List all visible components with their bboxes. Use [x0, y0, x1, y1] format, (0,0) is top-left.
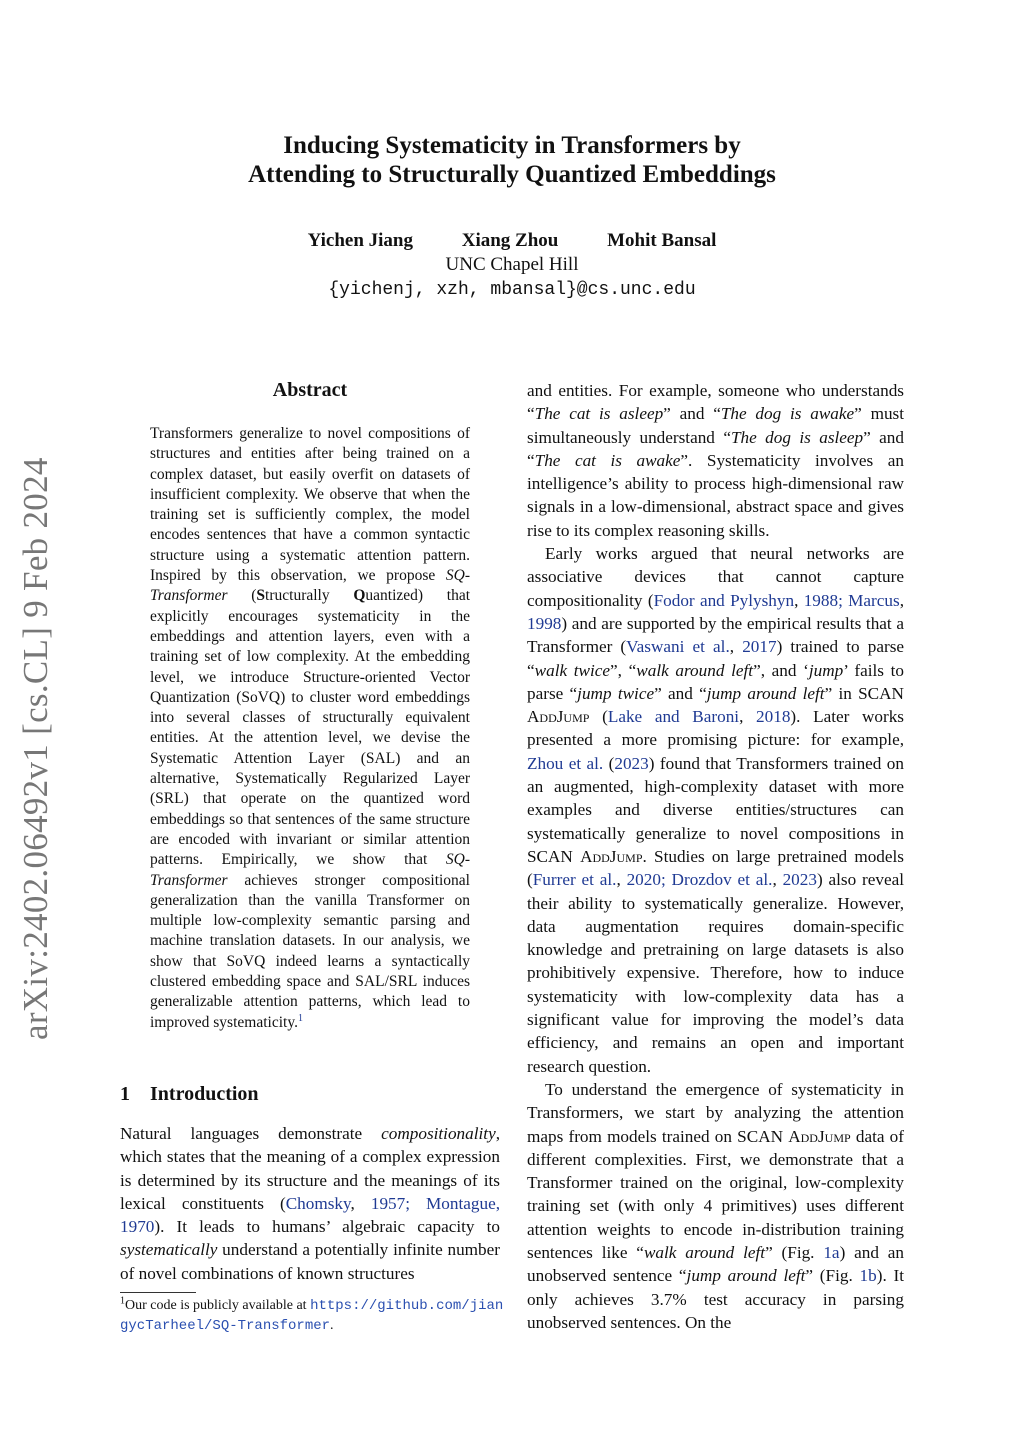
citation-link[interactable]: 2020; Drozdov et al. [626, 870, 773, 890]
title-line-2: Attending to Structurally Quantized Embeddings [248, 161, 776, 188]
author-name: Yichen Jiang [307, 230, 413, 251]
footnote-marker[interactable]: 1 [297, 1012, 303, 1024]
abstract-body: Transformers generalize to novel compositions of structures and entities after being trained on a complex dataset, but easily overfit on datasets of insufficient complexity. We observe that when the training set is sufficiently complex, the model encodes sentences that have a common syntactic structure using a systematic attention pattern. Inspired by this observation, we propose SQ-Transformer (Structurally Quantized) that explicitly encourages systematicity in the embeddings and attention layers, even with a training set of low complexity. At the embedding level, we introduce Structure-oriented Vector Quantization (SoVQ) to cluster word embeddings into several classes of structurally equivalent entities. At the attention level, we devise the Systematic Attention Layer (SAL) and an alternative, Systematically Regularized Layer (SRL) that operate on the quantized word embeddings so that sentences of the same structure are encoded with invariant or similar attention patterns. Empirically, we show that SQ-Transformer achieves stronger compositional generalization than the vanilla Transformer on multiple low-complexity semantic parsing and machine translation datasets. In our analysis, we show that SoVQ indeed learns a syntactically clustered embedding space and SAL/SRL induces generalizable attention patterns, which lead to improved systematicity.$^1$ [150, 425, 471, 1031]
citation-link[interactable]: 1957; Montague, 1970 [120, 1193, 501, 1237]
paragraph: and entities. For example, someone who understands “The cat is asleep” and “The dog is awake” must simultaneously understand “The dog is asleep” and “The cat is awake”. Systematicity involves an intelligence’s ability to process high-dimensional raw signals in a low-dimensional, abstract space and gives rise to its complex reasoning skills. [527, 381, 905, 540]
citation-link[interactable]: Chomsky [285, 1193, 351, 1213]
citation-link[interactable]: 1988; Marcus [803, 590, 900, 610]
author-name: Xiang Zhou [461, 230, 559, 251]
figure-ref-link[interactable]: 1b [859, 1266, 877, 1286]
figure-ref-link[interactable]: 1a [823, 1242, 840, 1262]
citation-link[interactable]: 2023 [614, 753, 649, 773]
citation-link[interactable]: Vaswani et al. [626, 637, 730, 657]
code-url-link[interactable]: https://github.com/jiangycTarheel/SQ-Transformer [120, 1298, 504, 1334]
title-line-1: Inducing Systematicity in Transformers by [283, 132, 741, 159]
affiliation: UNC Chapel Hill [445, 254, 579, 275]
footnote: $^1$Our code is publicly available at https://github.com/jiangycTarheel/SQ-Transformer. [120, 1295, 504, 1334]
citation-link[interactable]: Fodor and Pylyshyn [653, 590, 795, 610]
abstract-heading: Abstract [272, 379, 348, 401]
citation-link[interactable]: Furrer et al. [532, 870, 617, 890]
author-name: Mohit Bansal [607, 230, 717, 251]
citation-link[interactable]: 2023 [782, 870, 817, 890]
right-column-body [527, 379, 904, 1334]
section-heading-introduction: 1 Introduction [120, 1083, 259, 1105]
author-email: {yichenj, xzh, mbansal}@cs.unc.edu [328, 280, 696, 300]
arxiv-identifier: arXiv:2402.06492v1 [cs.CL] 9 Feb 2024 [16, 457, 55, 1040]
citation-link[interactable]: Zhou et al. [527, 753, 604, 773]
citation-link[interactable]: Lake and Baroni [607, 707, 740, 727]
author-list [0, 230, 1024, 252]
intro-paragraph: Natural languages demonstrate compositionality, which states that the meaning of a complex expression is determined by its structure and the meanings of its lexical constituents (Chomsky, 1957; Montague, 1970). It leads to humans’ algebraic capacity to systematically understand a potentially infinite number of novel combinations of known structures [120, 1124, 501, 1283]
paragraph: To understand the emergence of systematicity in Transformers, we start by analyzing the attention maps from models trained on SCAN AddJump data of different complexities. First, we demonstrate that a Transformer trained on the original, low-complexity training set (with only 4 primitives) uses different attention weights to encode in-distribution training sentences like “walk around left” (Fig. 1a) and an unobserved sentence “jump around left” (Fig. 1b). It only achieves 3.7% test accuracy in parsing unobserved sentences. On the [527, 1079, 905, 1332]
citation-link[interactable]: 2018 [756, 707, 791, 727]
citation-link[interactable]: 1998 [527, 613, 562, 633]
footnote-divider [120, 1292, 196, 1293]
paper-title [0, 131, 1024, 189]
citation-link[interactable]: 2017 [742, 637, 777, 657]
paragraph: Early works argued that neural networks are associative devices that cannot capture compositionality (Fodor and Pylyshyn, 1988; Marcus, 1998) and are supported by the empirical results that a Transformer (Vaswani et al., 2017) trained to parse “walk twice”, “walk around left”, and ‘jump’ fails to parse “jump twice” and “jump around left” in SCAN AddJump (Lake and Baroni, 2018). Later works presented a more promising picture: for example, Zhou et al. (2023) found that Transformers trained on an augmented, high-complexity dataset with more examples and diverse entities/structures can systematically generalize to novel compositions in SCAN AddJump. Studies on large pretrained models (Furrer et al., 2020; Drozdov et al., 2023) also reveal their ability to systematically generalize. However, data augmentation requires domain-specific knowledge and pretraining on large datasets is also prohibitively expensive. Therefore, how to induce systematicity with low-complexity data has a significant value for improving the model’s data efficiency, and remains an open and important research question. [527, 544, 905, 1076]
